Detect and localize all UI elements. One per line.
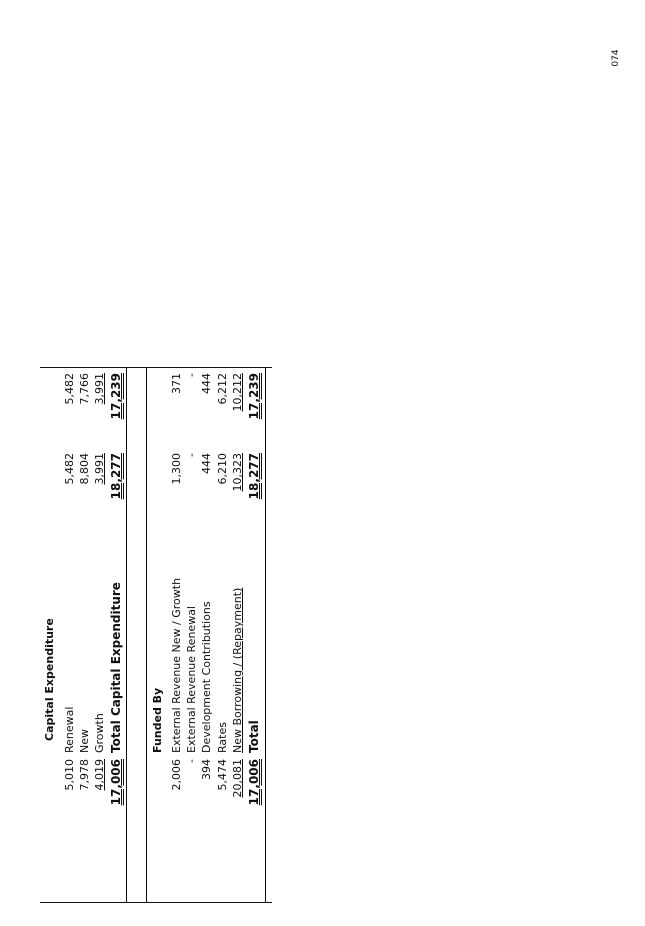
total-cell: 18,277 [109, 453, 123, 500]
total-label: Total Capital Expenditure [109, 582, 123, 753]
table-cell: 5,474 [216, 759, 229, 791]
table-left-border [40, 902, 272, 903]
row-label: External Revenue Renewal [185, 606, 198, 753]
total-cell: 17,006 [109, 759, 123, 806]
section-divider [146, 367, 147, 903]
table-cell: 10,212 [231, 373, 244, 412]
total-cell: 17,006 [247, 759, 261, 806]
table-cell: 5,482 [63, 373, 76, 405]
table-cell: 444 [200, 373, 213, 394]
total-cell: 18,277 [247, 453, 261, 500]
table-cell: 394 [200, 759, 213, 780]
table-cell: 2,006 [170, 759, 183, 791]
row-label: Growth [93, 713, 106, 753]
section-divider [126, 367, 127, 903]
funded-by-heading: Funded By [151, 687, 164, 753]
table-cell: 5,010 [63, 759, 76, 791]
row-label: Development Contributions [200, 601, 213, 753]
table-cell: 5,482 [63, 453, 76, 485]
total-cell: 17,239 [247, 373, 261, 420]
table-cell: 8,804 [78, 453, 91, 485]
table-cell: - [185, 453, 198, 457]
table-cell: 7,766 [78, 373, 91, 405]
row-label: Rates [216, 722, 229, 753]
table-cell: 3,991 [93, 373, 106, 405]
row-label: External Revenue New / Growth [170, 577, 183, 753]
total-label: Total [247, 720, 261, 753]
row-label: New Borrowing / (Repayment) [231, 587, 244, 753]
table-cell: - [185, 759, 198, 763]
table-cell: 6,212 [216, 373, 229, 405]
row-label: New [78, 729, 91, 753]
total-cell: 17,239 [109, 373, 123, 420]
table-right-border [40, 367, 272, 368]
table-cell: 3,991 [93, 453, 106, 485]
table-cell: 444 [200, 453, 213, 474]
capital-expenditure-table [40, 367, 272, 903]
table-cell: 20,081 [231, 759, 244, 798]
table-cell: 371 [170, 373, 183, 394]
capital-expenditure-heading: Capital Expenditure [43, 618, 56, 741]
row-label: Renewal [63, 706, 76, 753]
table-cell: 4,019 [93, 759, 106, 791]
table-cell: 10,323 [231, 453, 244, 492]
table-cell: 7,978 [78, 759, 91, 791]
table-cell: 1,300 [170, 453, 183, 485]
table-cell: 6,210 [216, 453, 229, 485]
page-number: 074 [611, 49, 621, 67]
table-cell: - [185, 373, 198, 377]
table-bottom-border [265, 367, 266, 903]
